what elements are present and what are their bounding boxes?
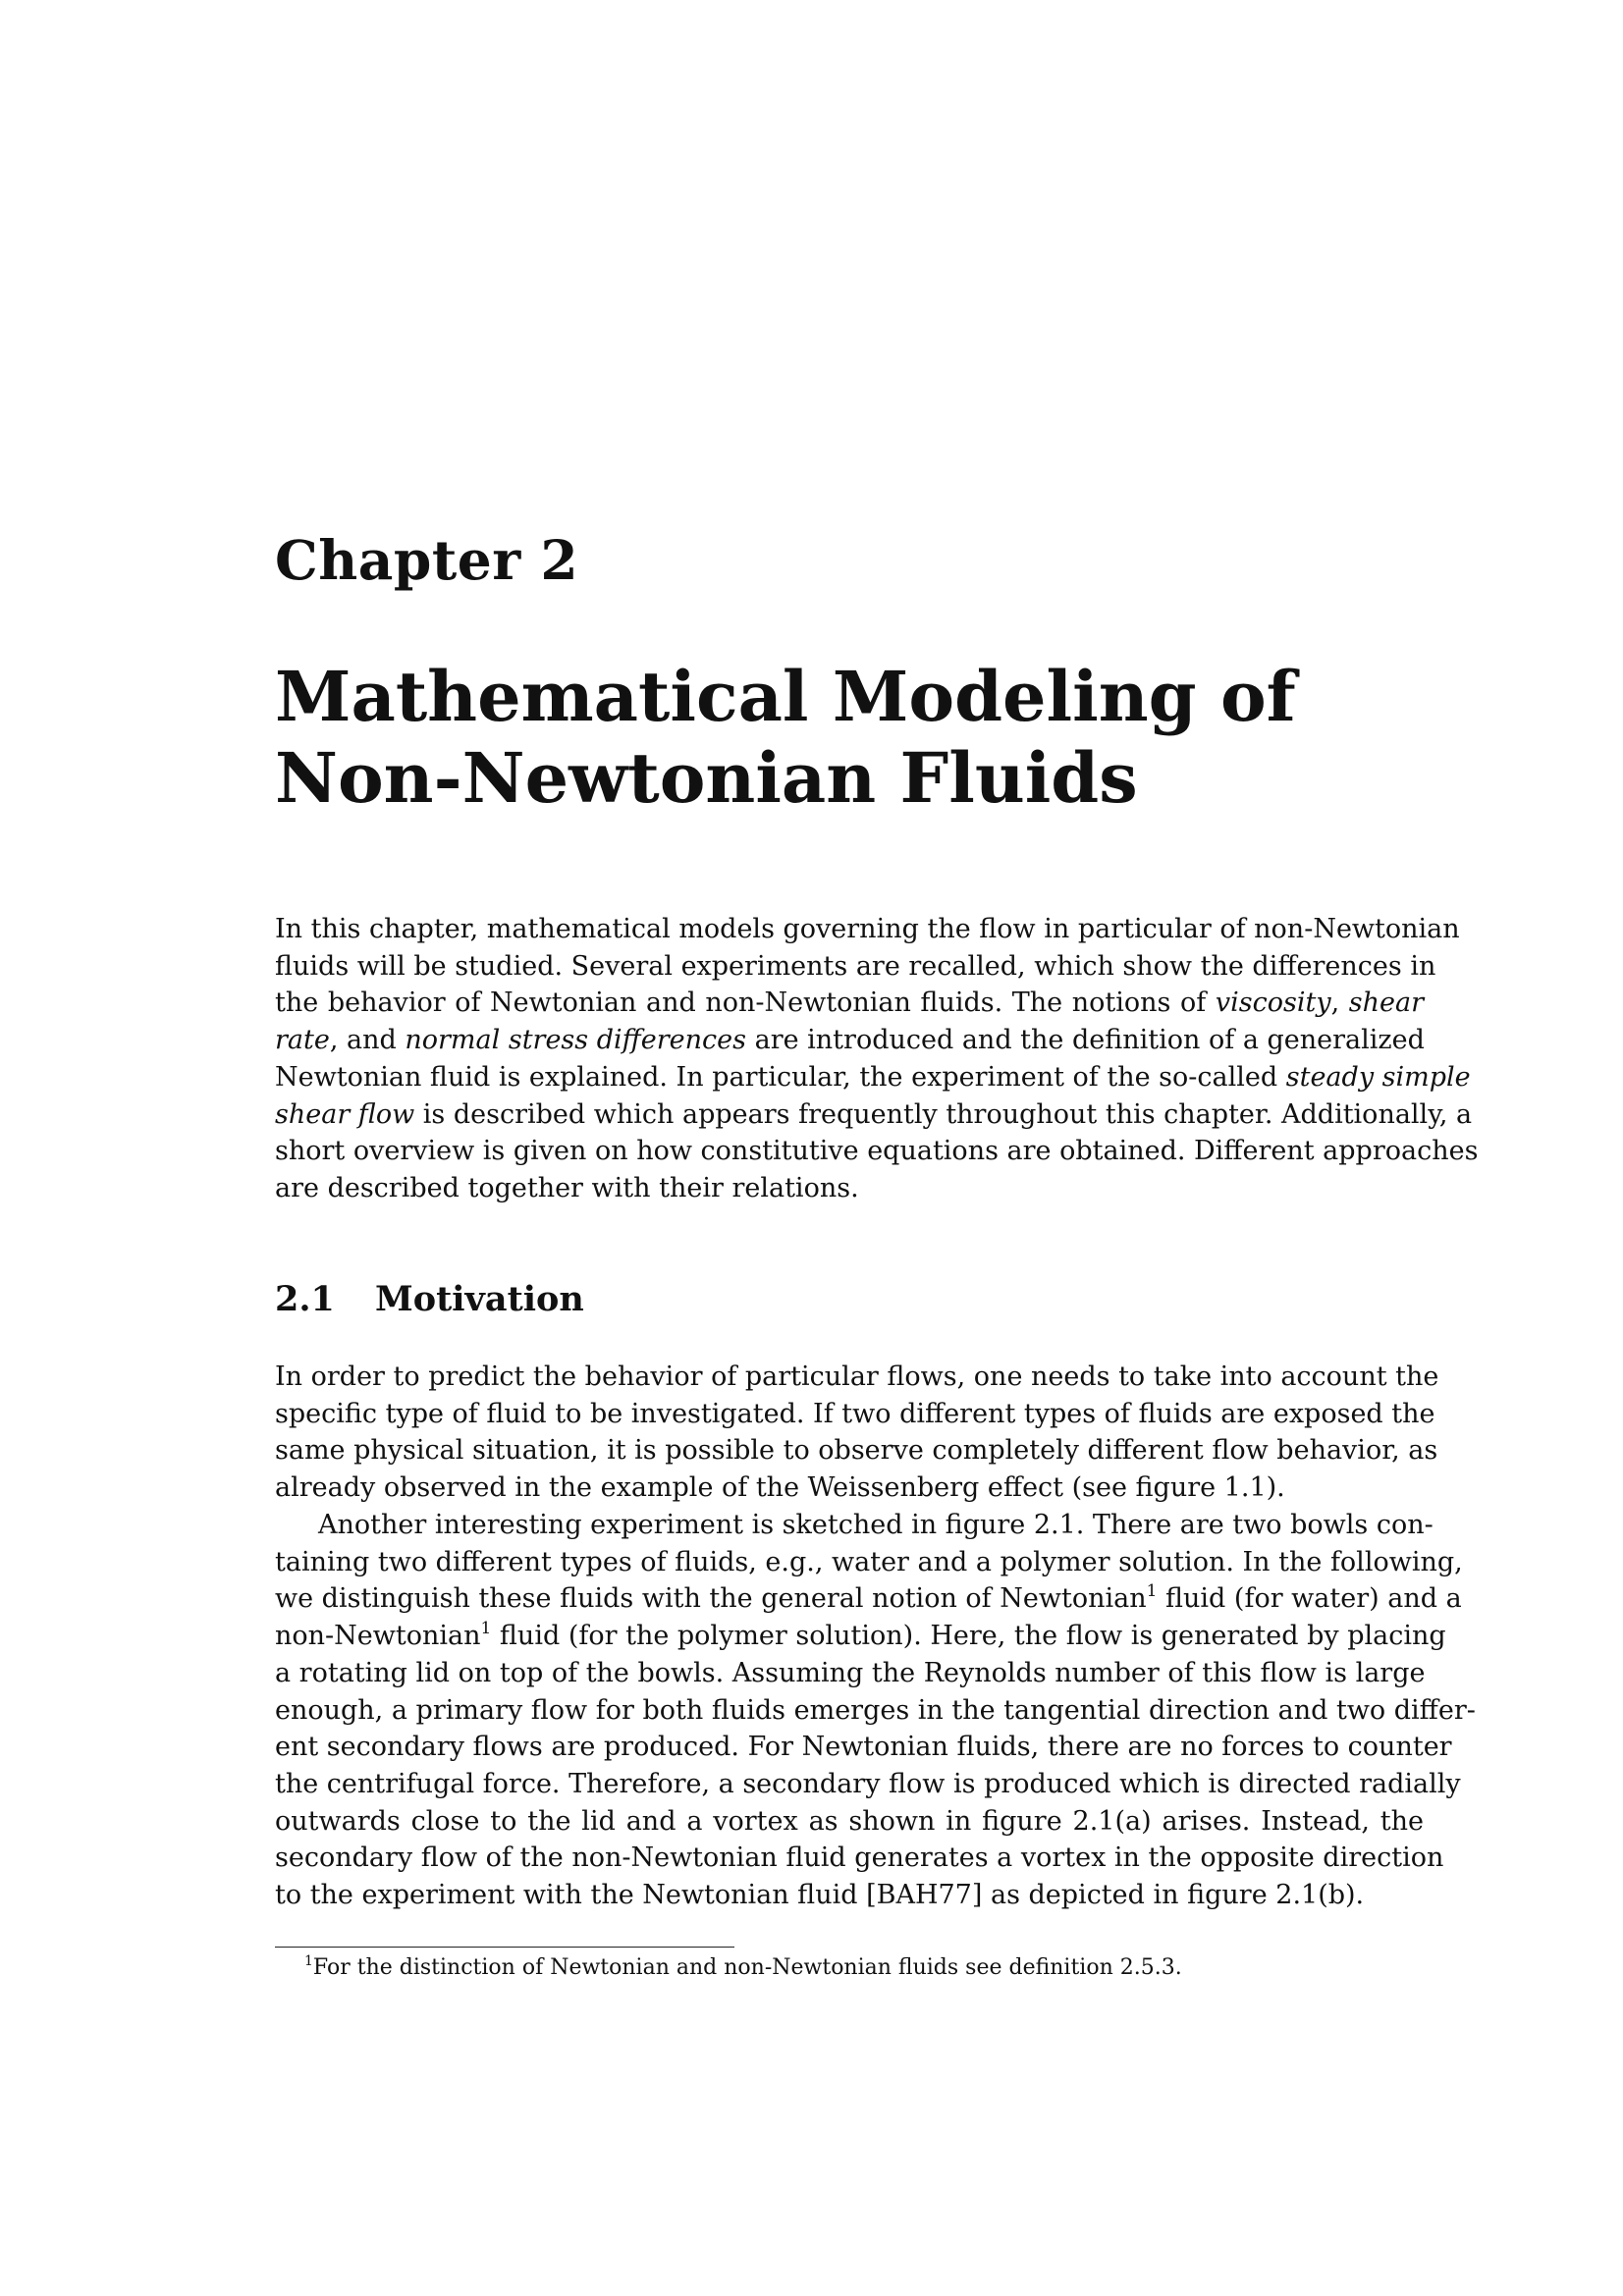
section-heading: [275, 1278, 584, 1321]
page: [275, 0, 1479, 2296]
text-line: In order to predict the behavior of particular flows, one needs to take into account the: [275, 1362, 1439, 1392]
text-line: same physical situation, it is possible to observe completely different flow behavior, as: [275, 1435, 1438, 1467]
text-line: outwards close to the lid and a vortex as shown in figure 2.1(a) arises. Instead, the: [275, 1805, 1424, 1837]
term-shear-flow: shear flow: [275, 1098, 415, 1130]
footnote-divider: [275, 1947, 734, 1948]
chapter-title-line: Non-Newtonian Fluids: [275, 737, 1138, 819]
motivation-paragraph-1: [275, 1359, 1439, 1507]
text-line: taining two different types of fluids, e.g., water and a polymer solution. In the following,: [275, 1546, 1463, 1577]
term-viscosity: viscosity: [1215, 988, 1331, 1019]
text-line: ent secondary flows are produced. For Newtonian fluids, there are no forces to counter: [275, 1732, 1452, 1763]
text-line: short overview is given on how constitutive equations are obtained. Different approaches: [275, 1136, 1479, 1167]
section-title: Motivation: [375, 1279, 584, 1319]
footnote-text: For the distinction of Newtonian and non-Newtonian fluids see definition 2.5.3.: [312, 1955, 1182, 1980]
chapter-title: [275, 656, 1424, 819]
text-line: specific type of fluid to be investigated. If two different types of fluids are exposed the: [275, 1398, 1435, 1429]
term-normal-stress-differences: normal stress differences: [405, 1025, 746, 1056]
text-line: In this chapter, mathematical models governing the flow in particular of non-Newtonian: [275, 914, 1460, 944]
text-line: Newtonian fluid is explained. In particular, the experiment of the so-called steady simple: [275, 1061, 1471, 1093]
text-line: are described together with their relations.: [275, 1172, 859, 1203]
text-line: the behavior of Newtonian and non-Newtonian fluids. The notions of viscosity, shear: [275, 988, 1425, 1019]
footnote-mark: 1: [304, 1953, 313, 1969]
text-line: to the experiment with the Newtonian fluid [BAH77] as depicted in figure 2.1(b).: [275, 1880, 1365, 1911]
term-shear: shear: [1348, 988, 1425, 1019]
text-line: secondary flow of the non-Newtonian fluid generates a vortex in the opposite direction: [275, 1842, 1444, 1874]
footnote: [304, 1953, 1182, 1983]
motivation-paragraph-2: [275, 1507, 1476, 1914]
chapter-label: Chapter 2: [275, 528, 579, 592]
intro-paragraph: [275, 911, 1479, 1207]
footnote-ref[interactable]: 1: [480, 1619, 492, 1639]
text-line: shear flow is described which appears frequently throughout this chapter. Additionally, a: [275, 1098, 1473, 1130]
text-line: non-Newtonian$^1$ fluid (for the polymer solution). Here, the flow is generated by placing: [275, 1619, 1446, 1652]
text-line: the centrifugal force. Therefore, a secondary flow is produced which is directed radially: [275, 1768, 1461, 1799]
text-line: we distinguish these fluids with the general notion of Newtonian$^1$ fluid (for water) and a: [275, 1581, 1462, 1615]
text-line: rate, and normal stress differences are introduced and the definition of a generalized: [275, 1025, 1425, 1056]
term-rate: rate: [275, 1025, 330, 1056]
footnote-ref[interactable]: 1: [1146, 1581, 1158, 1602]
text-line: fluids will be studied. Several experiments are recalled, which show the differences in: [275, 950, 1436, 982]
term-steady-simple: steady simple: [1285, 1061, 1471, 1093]
text-line: already observed in the example of the Weissenberg effect (see figure 1.1).: [275, 1472, 1285, 1504]
section-number: 2.1: [275, 1279, 335, 1319]
text-line: a rotating lid on top of the bowls. Assuming the Reynolds number of this flow is large: [275, 1657, 1426, 1688]
text-line: enough, a primary flow for both fluids emerges in the tangential direction and two differ-: [275, 1694, 1476, 1726]
chapter-title-line: Mathematical Modeling of: [275, 656, 1296, 737]
text-line: Another interesting experiment is sketched in figure 2.1. There are two bowls con-: [318, 1510, 1434, 1540]
